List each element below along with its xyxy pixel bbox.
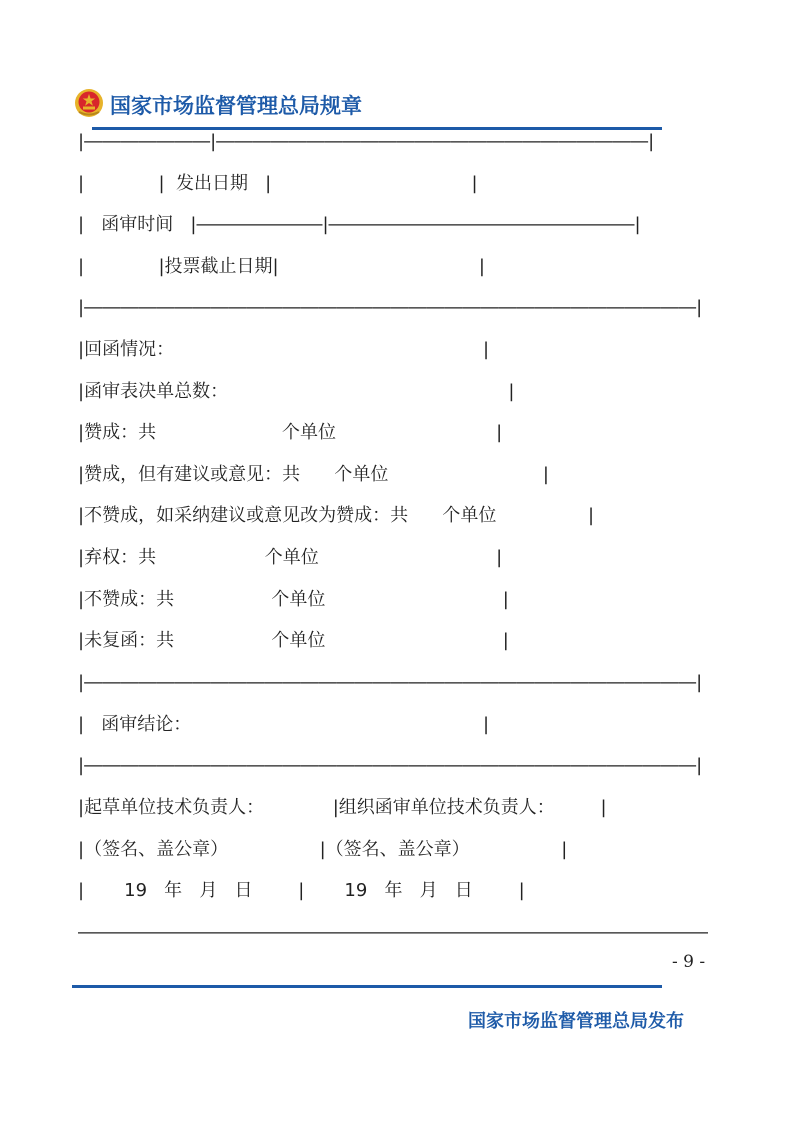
form-line: |弃权：共 个单位 | (78, 547, 503, 568)
page-number: - 9 - (672, 952, 706, 972)
form-line: |未复函：共 个单位 | (78, 630, 509, 651)
form-line: | | 发出日期 | | (78, 173, 478, 194)
form-line: | 函审结论： | (78, 714, 490, 735)
form-line: ――――――――――――――――――――――――――――――――――― (78, 922, 708, 943)
form-line: |不赞成：共 个单位 | (78, 589, 509, 610)
header-title: 国家市场监督管理总局规章 (110, 94, 362, 118)
form-line: |回函情况： | (78, 339, 490, 360)
form-line: |不赞成，如采纳建议或意见改为赞成：共 个单位 | (78, 505, 595, 526)
form-line: |（签名、盖公章） |（签名、盖公章） | (78, 839, 568, 860)
form-line: |函审表决单总数： | (78, 381, 515, 402)
form-line: |―――――――|――――――――――――――――――――――――| (78, 131, 655, 152)
form-line: | 19 年 月 日 | 19 年 月 日 | (78, 880, 525, 901)
form-line: |起草单位技术负责人： |组织函审单位技术负责人： | (78, 797, 607, 818)
form-line: |――――――――――――――――――――――――――――――――――| (78, 672, 703, 693)
form-line: |赞成：共 个单位 | (78, 422, 503, 443)
form-line: |――――――――――――――――――――――――――――――――――| (78, 297, 703, 318)
footer-rule (72, 985, 662, 988)
form-line: | |投票截止日期| | (78, 256, 485, 277)
footer-publisher: 国家市场监督管理总局发布 (468, 1011, 684, 1032)
form-line: | 函审时间 |―――――――|―――――――――――――――――| (78, 214, 641, 235)
form-line: |――――――――――――――――――――――――――――――――――| (78, 755, 703, 776)
national-emblem-icon (74, 88, 104, 118)
form-line: |赞成，但有建议或意见：共 个单位 | (78, 464, 549, 485)
